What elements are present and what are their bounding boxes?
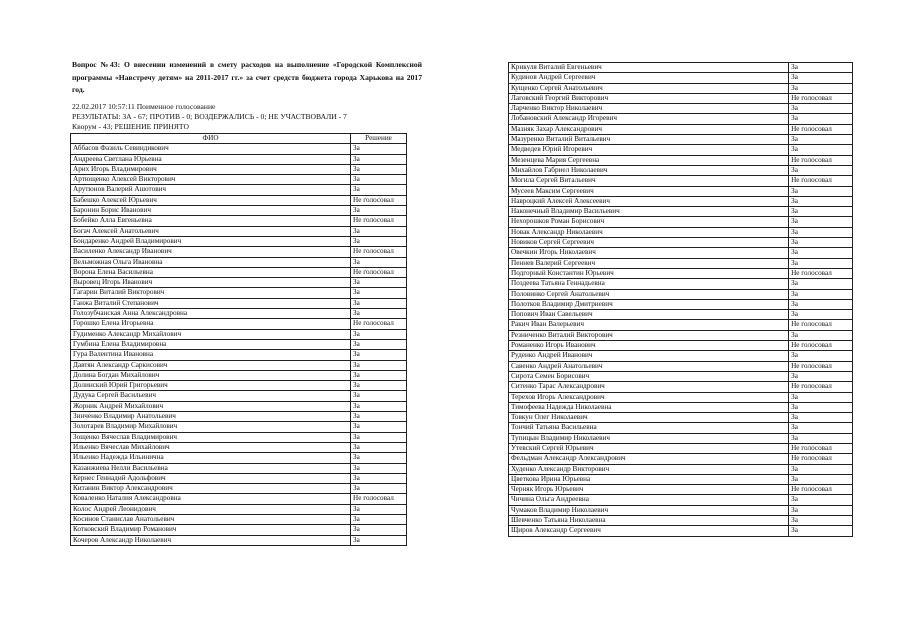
- table-row: [509, 155, 853, 165]
- table-row: [509, 443, 853, 453]
- table-row: [509, 227, 853, 237]
- deputy-name: Половинко Сергей Анатольевич: [509, 289, 789, 299]
- vote-decision: За: [351, 206, 407, 216]
- deputy-name: Терехов Игорь Александрович: [509, 392, 789, 402]
- vote-decision: За: [789, 371, 853, 381]
- table-row: [509, 176, 853, 186]
- results-line: РЕЗУЛЬТАТЫ: ЗА - 67; ПРОТИВ - 0; ВОЗДЕРЖАЛИСЬ - 0; НЕ УЧАСТВОВАЛИ - 7: [72, 112, 347, 121]
- table-row: [71, 226, 407, 236]
- vote-decision: За: [789, 495, 853, 505]
- table-row: [509, 464, 853, 474]
- deputy-name: Утевский Сергей Юрьевич: [509, 443, 789, 453]
- vote-decision: За: [789, 207, 853, 217]
- vote-decision: За: [351, 484, 407, 494]
- vote-decision: За: [351, 453, 407, 463]
- vote-decision: Не голосовал: [351, 195, 407, 205]
- deputy-name: Тупицын Владимир Николаевич: [509, 433, 789, 443]
- vote-decision: За: [351, 339, 407, 349]
- table-row: [71, 154, 407, 164]
- table-header-row: [71, 134, 407, 144]
- table-row: [71, 216, 407, 226]
- deputy-name: Чумаков Владимир Николаевич: [509, 505, 789, 515]
- table-row: [509, 258, 853, 268]
- deputy-name: Мезенцева Мария Сергеевна: [509, 155, 789, 165]
- vote-decision: За: [789, 227, 853, 237]
- deputy-name: Фельдман Александр Александрович: [509, 454, 789, 464]
- vote-decision: За: [789, 433, 853, 443]
- table-row: [71, 206, 407, 216]
- deputy-name: Медведев Юрий Игоревич: [509, 145, 789, 155]
- deputy-name: Щиров Александр Сергеевич: [509, 526, 789, 536]
- deputy-name: Наконечный Владимир Васильевич: [509, 207, 789, 217]
- vote-decision: За: [789, 196, 853, 206]
- vote-decision: За: [351, 381, 407, 391]
- table-row: [71, 319, 407, 329]
- table-row: [71, 257, 407, 267]
- vote-decision: За: [351, 278, 407, 288]
- vote-table-left: [70, 133, 407, 546]
- deputy-name: Лобановский Александр Игоревич: [509, 114, 789, 124]
- deputy-name: Мусеев Максим Сергеевич: [509, 186, 789, 196]
- vote-decision: Не голосовал: [789, 176, 853, 186]
- deputy-name: Ильенко Вячеслав Михайлович: [71, 442, 351, 452]
- table-row: [509, 310, 853, 320]
- deputy-name: Зинченко Владимир Анатольевич: [71, 412, 351, 422]
- deputy-name: Попович Иван Савельевич: [509, 310, 789, 320]
- deputy-name: Казанжиева Нелли Васильевна: [71, 463, 351, 473]
- deputy-name: Аббасов Фазиль Севиндикович: [71, 144, 351, 154]
- vote-decision: За: [789, 330, 853, 340]
- vote-decision: За: [789, 248, 853, 258]
- deputy-name: Михайлов Габриел Николаевич: [509, 165, 789, 175]
- table-row: [71, 432, 407, 442]
- vote-decision: Не голосовал: [789, 341, 853, 351]
- deputy-name: Тончий Татьяна Васильевна: [509, 423, 789, 433]
- table-row: [71, 298, 407, 308]
- table-row: [509, 145, 853, 155]
- vote-decision: Не голосовал: [789, 454, 853, 464]
- deputy-name: Пеннев Валерий Сергеевич: [509, 258, 789, 268]
- vote-decision: За: [351, 473, 407, 483]
- deputy-name: Нехорошков Роман Борисович: [509, 217, 789, 227]
- vote-decision: За: [351, 432, 407, 442]
- table-row: [509, 73, 853, 83]
- vote-table-right: [508, 62, 853, 537]
- table-row: [509, 516, 853, 526]
- deputy-name: Артющенко Алексей Викторович: [71, 175, 351, 185]
- vote-decision: Не голосовал: [351, 216, 407, 226]
- table-row: [509, 207, 853, 217]
- vote-decision: За: [789, 413, 853, 423]
- table-row: [71, 422, 407, 432]
- table-row: [71, 494, 407, 504]
- table-row: [71, 473, 407, 483]
- vote-decision: За: [789, 135, 853, 145]
- vote-decision: За: [789, 186, 853, 196]
- deputy-name: Богач Алексей Анатольевич: [71, 226, 351, 236]
- vote-decision: За: [351, 288, 407, 298]
- table-row: [71, 247, 407, 257]
- vote-decision: За: [351, 504, 407, 514]
- vote-decision: За: [789, 73, 853, 83]
- deputy-name: Романенко Игорь Иванович: [509, 341, 789, 351]
- vote-decision: За: [789, 104, 853, 114]
- table-row: [509, 238, 853, 248]
- table-row: [71, 288, 407, 298]
- vote-decision: Не голосовал: [351, 494, 407, 504]
- deputy-name: Савенко Андрей Анатольевич: [509, 361, 789, 371]
- table-row: [509, 63, 853, 73]
- vote-decision: За: [789, 474, 853, 484]
- vote-decision: Не голосовал: [789, 124, 853, 134]
- deputy-name: Худенко Александр Викторович: [509, 464, 789, 474]
- vote-table-right-body: [509, 63, 853, 537]
- deputy-name: Цветкова Ирина Юрьевна: [509, 474, 789, 484]
- deputy-name: Гагарин Виталий Викторович: [71, 288, 351, 298]
- deputy-name: Коваленко Наталия Александровна: [71, 494, 351, 504]
- table-row: [71, 195, 407, 205]
- table-row: [509, 392, 853, 402]
- table-row: [509, 495, 853, 505]
- table-row: [509, 83, 853, 93]
- deputy-name: Бабешко Алексей Юрьевич: [71, 195, 351, 205]
- deputy-name: Кущенко Сергей Анатольевич: [509, 83, 789, 93]
- deputy-name: Резниченко Виталий Викторович: [509, 330, 789, 340]
- vote-decision: Не голосовал: [789, 382, 853, 392]
- deputy-name: Лаговский Георгий Викторович: [509, 93, 789, 103]
- vote-decision: Не голосовал: [789, 93, 853, 103]
- deputy-name: Долина Богдан Михайлович: [71, 370, 351, 380]
- vote-decision: За: [789, 145, 853, 155]
- deputy-name: Арутюнов Валерий Ашотович: [71, 185, 351, 195]
- table-row: [509, 217, 853, 227]
- deputy-name: Подгорный Константин Юрьевич: [509, 268, 789, 278]
- vote-decision: За: [789, 392, 853, 402]
- table-row: [71, 442, 407, 452]
- deputy-name: Поздеева Татьяна Геннадьевна: [509, 279, 789, 289]
- vote-datetime: 22.02.2017 10:57:11 Поименное голосование: [72, 102, 216, 111]
- table-row: [509, 186, 853, 196]
- vote-decision: Не голосовал: [789, 320, 853, 330]
- table-row: [71, 453, 407, 463]
- table-row: [71, 144, 407, 154]
- vote-decision: За: [789, 114, 853, 124]
- vote-decision: За: [351, 144, 407, 154]
- table-row: [509, 423, 853, 433]
- vote-decision: За: [789, 464, 853, 474]
- deputy-name: Гумбина Елена Владимировна: [71, 339, 351, 349]
- table-row: [71, 484, 407, 494]
- vote-decision: Не голосовал: [351, 319, 407, 329]
- table-row: [509, 104, 853, 114]
- deputy-name: Бондаренко Андрей Владимирович: [71, 236, 351, 246]
- deputy-name: Золотарев Владимир Михайлович: [71, 422, 351, 432]
- header-decision: Решение: [351, 134, 407, 144]
- deputy-name: Долинский Юрий Григорьевич: [71, 381, 351, 391]
- vote-decision: За: [351, 422, 407, 432]
- deputy-name: Жорник Андрей Михайлович: [71, 401, 351, 411]
- deputy-name: Ганжа Виталий Степанович: [71, 298, 351, 308]
- vote-decision: За: [351, 226, 407, 236]
- deputy-name: Котковский Владимир Романович: [71, 525, 351, 535]
- deputy-name: Баронин Борис Иванович: [71, 206, 351, 216]
- deputy-name: Ларченко Виктор Николаевич: [509, 104, 789, 114]
- vote-decision: За: [789, 83, 853, 93]
- vote-decision: За: [351, 525, 407, 535]
- table-row: [71, 525, 407, 535]
- vote-decision: За: [351, 391, 407, 401]
- vote-decision: За: [351, 236, 407, 246]
- vote-decision: За: [789, 165, 853, 175]
- vote-decision: За: [789, 238, 853, 248]
- deputy-name: Дудука Сергей Васильевич: [71, 391, 351, 401]
- deputy-name: Горошко Елена Игорьевна: [71, 319, 351, 329]
- vote-decision: За: [789, 351, 853, 361]
- table-row: [509, 413, 853, 423]
- deputy-name: Голозубчанская Анна Александровна: [71, 309, 351, 319]
- deputy-name: Ситенко Тарас Александрович: [509, 382, 789, 392]
- deputy-name: Могила Сергей Витальевич: [509, 176, 789, 186]
- deputy-name: Кудинов Андрей Сергеевич: [509, 73, 789, 83]
- table-row: [509, 382, 853, 392]
- table-row: [71, 391, 407, 401]
- table-row: [509, 526, 853, 536]
- deputy-name: Полотков Владимир Дмитриевич: [509, 299, 789, 309]
- vote-decision: За: [789, 402, 853, 412]
- table-row: [509, 268, 853, 278]
- deputy-name: Вельможная Ольга Ивановна: [71, 257, 351, 267]
- table-row: [71, 185, 407, 195]
- table-row: [509, 433, 853, 443]
- deputy-name: Овечкин Игорь Николаевич: [509, 248, 789, 258]
- table-row: [509, 93, 853, 103]
- vote-decision: За: [351, 175, 407, 185]
- table-row: [509, 361, 853, 371]
- deputy-name: Василенко Александр Иванович: [71, 247, 351, 257]
- table-row: [71, 412, 407, 422]
- table-row: [509, 505, 853, 515]
- table-row: [509, 299, 853, 309]
- quorum-line: Кворум - 43; РЕШЕНИЕ ПРИНЯТО: [72, 122, 189, 131]
- vote-decision: За: [789, 516, 853, 526]
- vote-decision: Не голосовал: [789, 485, 853, 495]
- table-row: [71, 514, 407, 524]
- deputy-name: Тимофеева Надежда Николаевна: [509, 402, 789, 412]
- vote-decision: За: [351, 360, 407, 370]
- table-row: [509, 485, 853, 495]
- table-row: [71, 463, 407, 473]
- table-row: [509, 196, 853, 206]
- table-row: [71, 401, 407, 411]
- deputy-name: Андреева Светлана Юрьевна: [71, 154, 351, 164]
- table-row: [509, 341, 853, 351]
- table-row: [509, 248, 853, 258]
- table-row: [71, 267, 407, 277]
- table-row: [71, 236, 407, 246]
- deputy-name: Мазуренко Виталий Витальевич: [509, 135, 789, 145]
- vote-decision: За: [351, 463, 407, 473]
- table-row: [509, 320, 853, 330]
- vote-decision: Не голосовал: [789, 268, 853, 278]
- vote-decision: За: [351, 154, 407, 164]
- question-heading: Вопрос №43: О внесении изменений в смету расходов на выполнение «Городской Комплексной программы «Навстречу детям» на 2011-2017 гг.» за счет средств бюджета города Харькова на 2017 год.: [72, 60, 422, 94]
- vote-decision: За: [351, 164, 407, 174]
- deputy-name: Китанин Виктор Александрович: [71, 484, 351, 494]
- deputy-name: Арих Игорь Владимирович: [71, 164, 351, 174]
- deputy-name: Колос Андрей Леонидович: [71, 504, 351, 514]
- deputy-name: Новак Александр Николаевич: [509, 227, 789, 237]
- vote-decision: За: [351, 535, 407, 545]
- deputy-name: Выровец Игорь Иванович: [71, 278, 351, 288]
- deputy-name: Ракич Иван Валерьевич: [509, 320, 789, 330]
- vote-decision: За: [789, 258, 853, 268]
- vote-decision: За: [789, 310, 853, 320]
- deputy-name: Крикуля Виталий Евгеньевич: [509, 63, 789, 73]
- table-row: [71, 350, 407, 360]
- deputy-name: Кочеров Александр Николаевич: [71, 535, 351, 545]
- vote-decision: За: [789, 279, 853, 289]
- vote-decision: За: [789, 217, 853, 227]
- table-row: [71, 339, 407, 349]
- deputy-name: Гудименко Александр Михайлович: [71, 329, 351, 339]
- deputy-name: Косинов Станислав Анатольевич: [71, 514, 351, 524]
- deputy-name: Зощенко Вячеслав Владимирович: [71, 432, 351, 442]
- table-row: [509, 474, 853, 484]
- deputy-name: Черняк Игорь Юрьевич: [509, 485, 789, 495]
- table-row: [71, 278, 407, 288]
- vote-decision: Не голосовал: [351, 267, 407, 277]
- table-row: [71, 370, 407, 380]
- table-row: [509, 371, 853, 381]
- table-row: [509, 402, 853, 412]
- deputy-name: Шевченко Татьяна Николаевна: [509, 516, 789, 526]
- table-row: [509, 351, 853, 361]
- table-row: [509, 330, 853, 340]
- vote-decision: Не голосовал: [789, 443, 853, 453]
- vote-decision: Не голосовал: [789, 155, 853, 165]
- table-row: [71, 535, 407, 545]
- deputy-name: Товкун Олег Николаевич: [509, 413, 789, 423]
- deputy-name: Руденко Андрей Иванович: [509, 351, 789, 361]
- table-row: [71, 175, 407, 185]
- vote-decision: За: [351, 185, 407, 195]
- vote-decision: За: [351, 412, 407, 422]
- table-row: [509, 135, 853, 145]
- vote-decision: Не голосовал: [351, 247, 407, 257]
- deputy-name: Чичина Ольга Андреевна: [509, 495, 789, 505]
- table-row: [71, 360, 407, 370]
- deputy-name: Давтян Александр Саркисович: [71, 360, 351, 370]
- vote-decision: За: [789, 526, 853, 536]
- deputy-name: Кернес Геннадий Адольфович: [71, 473, 351, 483]
- deputy-name: Гура Валентина Ивановна: [71, 350, 351, 360]
- deputy-name: Ворона Елена Васильевна: [71, 267, 351, 277]
- table-row: [71, 164, 407, 174]
- vote-decision: За: [351, 442, 407, 452]
- vote-decision: За: [351, 401, 407, 411]
- vote-decision: За: [351, 298, 407, 308]
- deputy-name: Бобейко Алла Евгеньевна: [71, 216, 351, 226]
- vote-decision: За: [351, 514, 407, 524]
- vote-decision: За: [789, 423, 853, 433]
- table-row: [71, 309, 407, 319]
- deputy-name: Сирота Семен Борисович: [509, 371, 789, 381]
- table-row: [509, 124, 853, 134]
- vote-decision: За: [789, 63, 853, 73]
- header-name: ФИО: [71, 134, 351, 144]
- vote-decision: За: [789, 289, 853, 299]
- vote-decision: За: [351, 257, 407, 267]
- vote-decision: За: [351, 350, 407, 360]
- table-row: [71, 504, 407, 514]
- vote-decision: За: [789, 299, 853, 309]
- table-row: [509, 289, 853, 299]
- deputy-name: Ильенко Надежда Ильинична: [71, 453, 351, 463]
- vote-table-left-body: [71, 144, 407, 546]
- deputy-name: Навроцкий Алексей Алексеевич: [509, 196, 789, 206]
- table-row: [509, 279, 853, 289]
- table-row: [509, 165, 853, 175]
- vote-decision: За: [351, 309, 407, 319]
- vote-decision: За: [351, 370, 407, 380]
- table-row: [71, 329, 407, 339]
- deputy-name: Мазняк Захар Александрович: [509, 124, 789, 134]
- vote-decision: За: [351, 329, 407, 339]
- table-row: [509, 114, 853, 124]
- vote-decision: Не голосовал: [789, 361, 853, 371]
- deputy-name: Новиков Сергей Сергеевич: [509, 238, 789, 248]
- vote-decision: За: [789, 505, 853, 515]
- table-row: [509, 454, 853, 464]
- table-row: [71, 381, 407, 391]
